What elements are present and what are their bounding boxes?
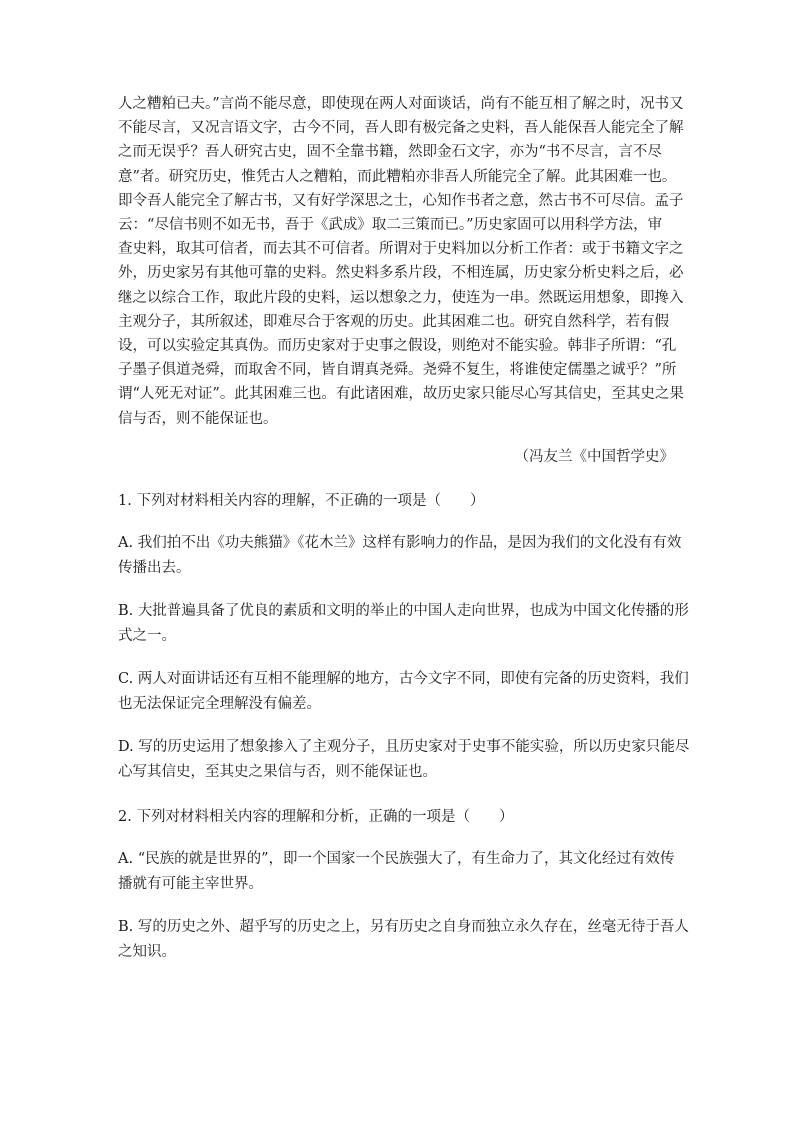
passage-line: 外，历史家另有其他可靠的史料。然史料多系片段，不相连属，历史家分析史料之后，必 xyxy=(118,265,684,282)
passage xyxy=(118,92,684,431)
document-page xyxy=(118,92,690,965)
passage-line: 云：“尽信书则不如无书，吾于《武成》取二三策而已。”历史家固可以用科学方法，审 xyxy=(118,217,663,234)
passage-line: 意”者。研究历史，惟凭古人之糟粕，而此糟粕亦非吾人所能完全了解。此其困难一也。 xyxy=(118,168,677,185)
option-line: A. “民族的就是世界的”，即一个国家一个民族强大了，有生命力了，其文化经过有效传 xyxy=(118,850,675,867)
question-2-option-b xyxy=(118,915,689,965)
source-citation: （冯友兰《中国哲学史》 xyxy=(514,448,674,465)
option-line: A. 我们拍不出《功夫熊猫》《花木兰》这样有影响力的作品，是因为我们的文化没有有效 xyxy=(118,534,682,551)
passage-line: 之而无误乎？吾人研究古史，固不全靠书籍，然即金石文字，亦为“书不尽言，言不尽 xyxy=(118,144,662,161)
option-line: 之知识。 xyxy=(118,943,176,960)
passage-line: 查史料，取其可信者，而去其不可信者。所谓对于史料加以分析工作者：或于书籍文字之 xyxy=(118,241,684,258)
question-2-stem: 2. 下列对材料相关内容的理解和分析，正确的一项是（ ） xyxy=(118,808,514,825)
option-line: D. 写的历史运用了想象掺入了主观分子，且历史家对于史事不能实验，所以历史家只能尽 xyxy=(118,738,690,755)
option-line: B. 写的历史之外、超乎写的历史之上，另有历史之自身而独立永久存在，丝毫无待于吾人 xyxy=(118,918,689,935)
passage-line: 人之糟粕已夫。”言尚不能尽意，即使现在两人对面谈话，尚有不能互相了解之时，况书又 xyxy=(118,96,684,112)
option-line: C. 两人对面讲话还有互相不能理解的地方，古今文字不同，即使有完备的历史资料，我们 xyxy=(118,670,689,687)
option-line: B. 大批普遍具备了优良的素质和文明的举止的中国人走向世界，也成为中国文化传播的形 xyxy=(118,602,689,619)
passage-line: 信与否，则不能保证也。 xyxy=(118,410,278,427)
passage-line: 不能尽言，又况言语文字，古今不同，吾人即有极完备之史料，吾人能保吾人能完全了解 xyxy=(118,120,684,137)
option-line: 传播出去。 xyxy=(118,559,191,576)
passage-line: 即令吾人能完全了解古书，又有好学深思之士，心知作书者之意，然古书不可尽信。孟子 xyxy=(118,192,684,209)
question-2-option-a xyxy=(118,847,674,897)
question-1-option-d xyxy=(118,735,690,785)
question-1-stem: 1. 下列对材料相关内容的理解，不正确的一项是（ ） xyxy=(118,492,485,509)
option-line: 心写其信史，至其史之果信与否，则不能保证也。 xyxy=(118,763,437,780)
option-line: 播就有可能主宰世界。 xyxy=(118,875,263,892)
passage-line: 设，可以实验定其真伪。而历史家对于史事之假设，则绝对不能实验。韩非子所谓：“孔 xyxy=(118,338,677,355)
question-1-option-b xyxy=(118,599,689,649)
option-line: 也无法保证完全理解没有偏差。 xyxy=(118,695,321,712)
passage-line: 主观分子，其所叙述，即难尽合于客观的历史。此其困难二也。研究自然科学，若有假 xyxy=(118,313,669,330)
passage-line: 谓“人死无对证”。此其困难三也。有此诸困难，故历史家只能尽心写其信史，至其史之果 xyxy=(118,386,684,403)
option-line: 式之一。 xyxy=(118,627,176,644)
question-1-option-c xyxy=(118,667,689,717)
passage-line: 继之以综合工作，取此片段的史料，运以想象之力，使连为一串。然既运用想象，即搀入 xyxy=(118,289,684,306)
passage-line: 子墨子俱道尧舜，而取舍不同，皆自谓真尧舜。尧舜不复生，将谁使定儒墨之诚乎？”所 xyxy=(118,362,677,379)
question-1-option-a xyxy=(118,531,682,581)
